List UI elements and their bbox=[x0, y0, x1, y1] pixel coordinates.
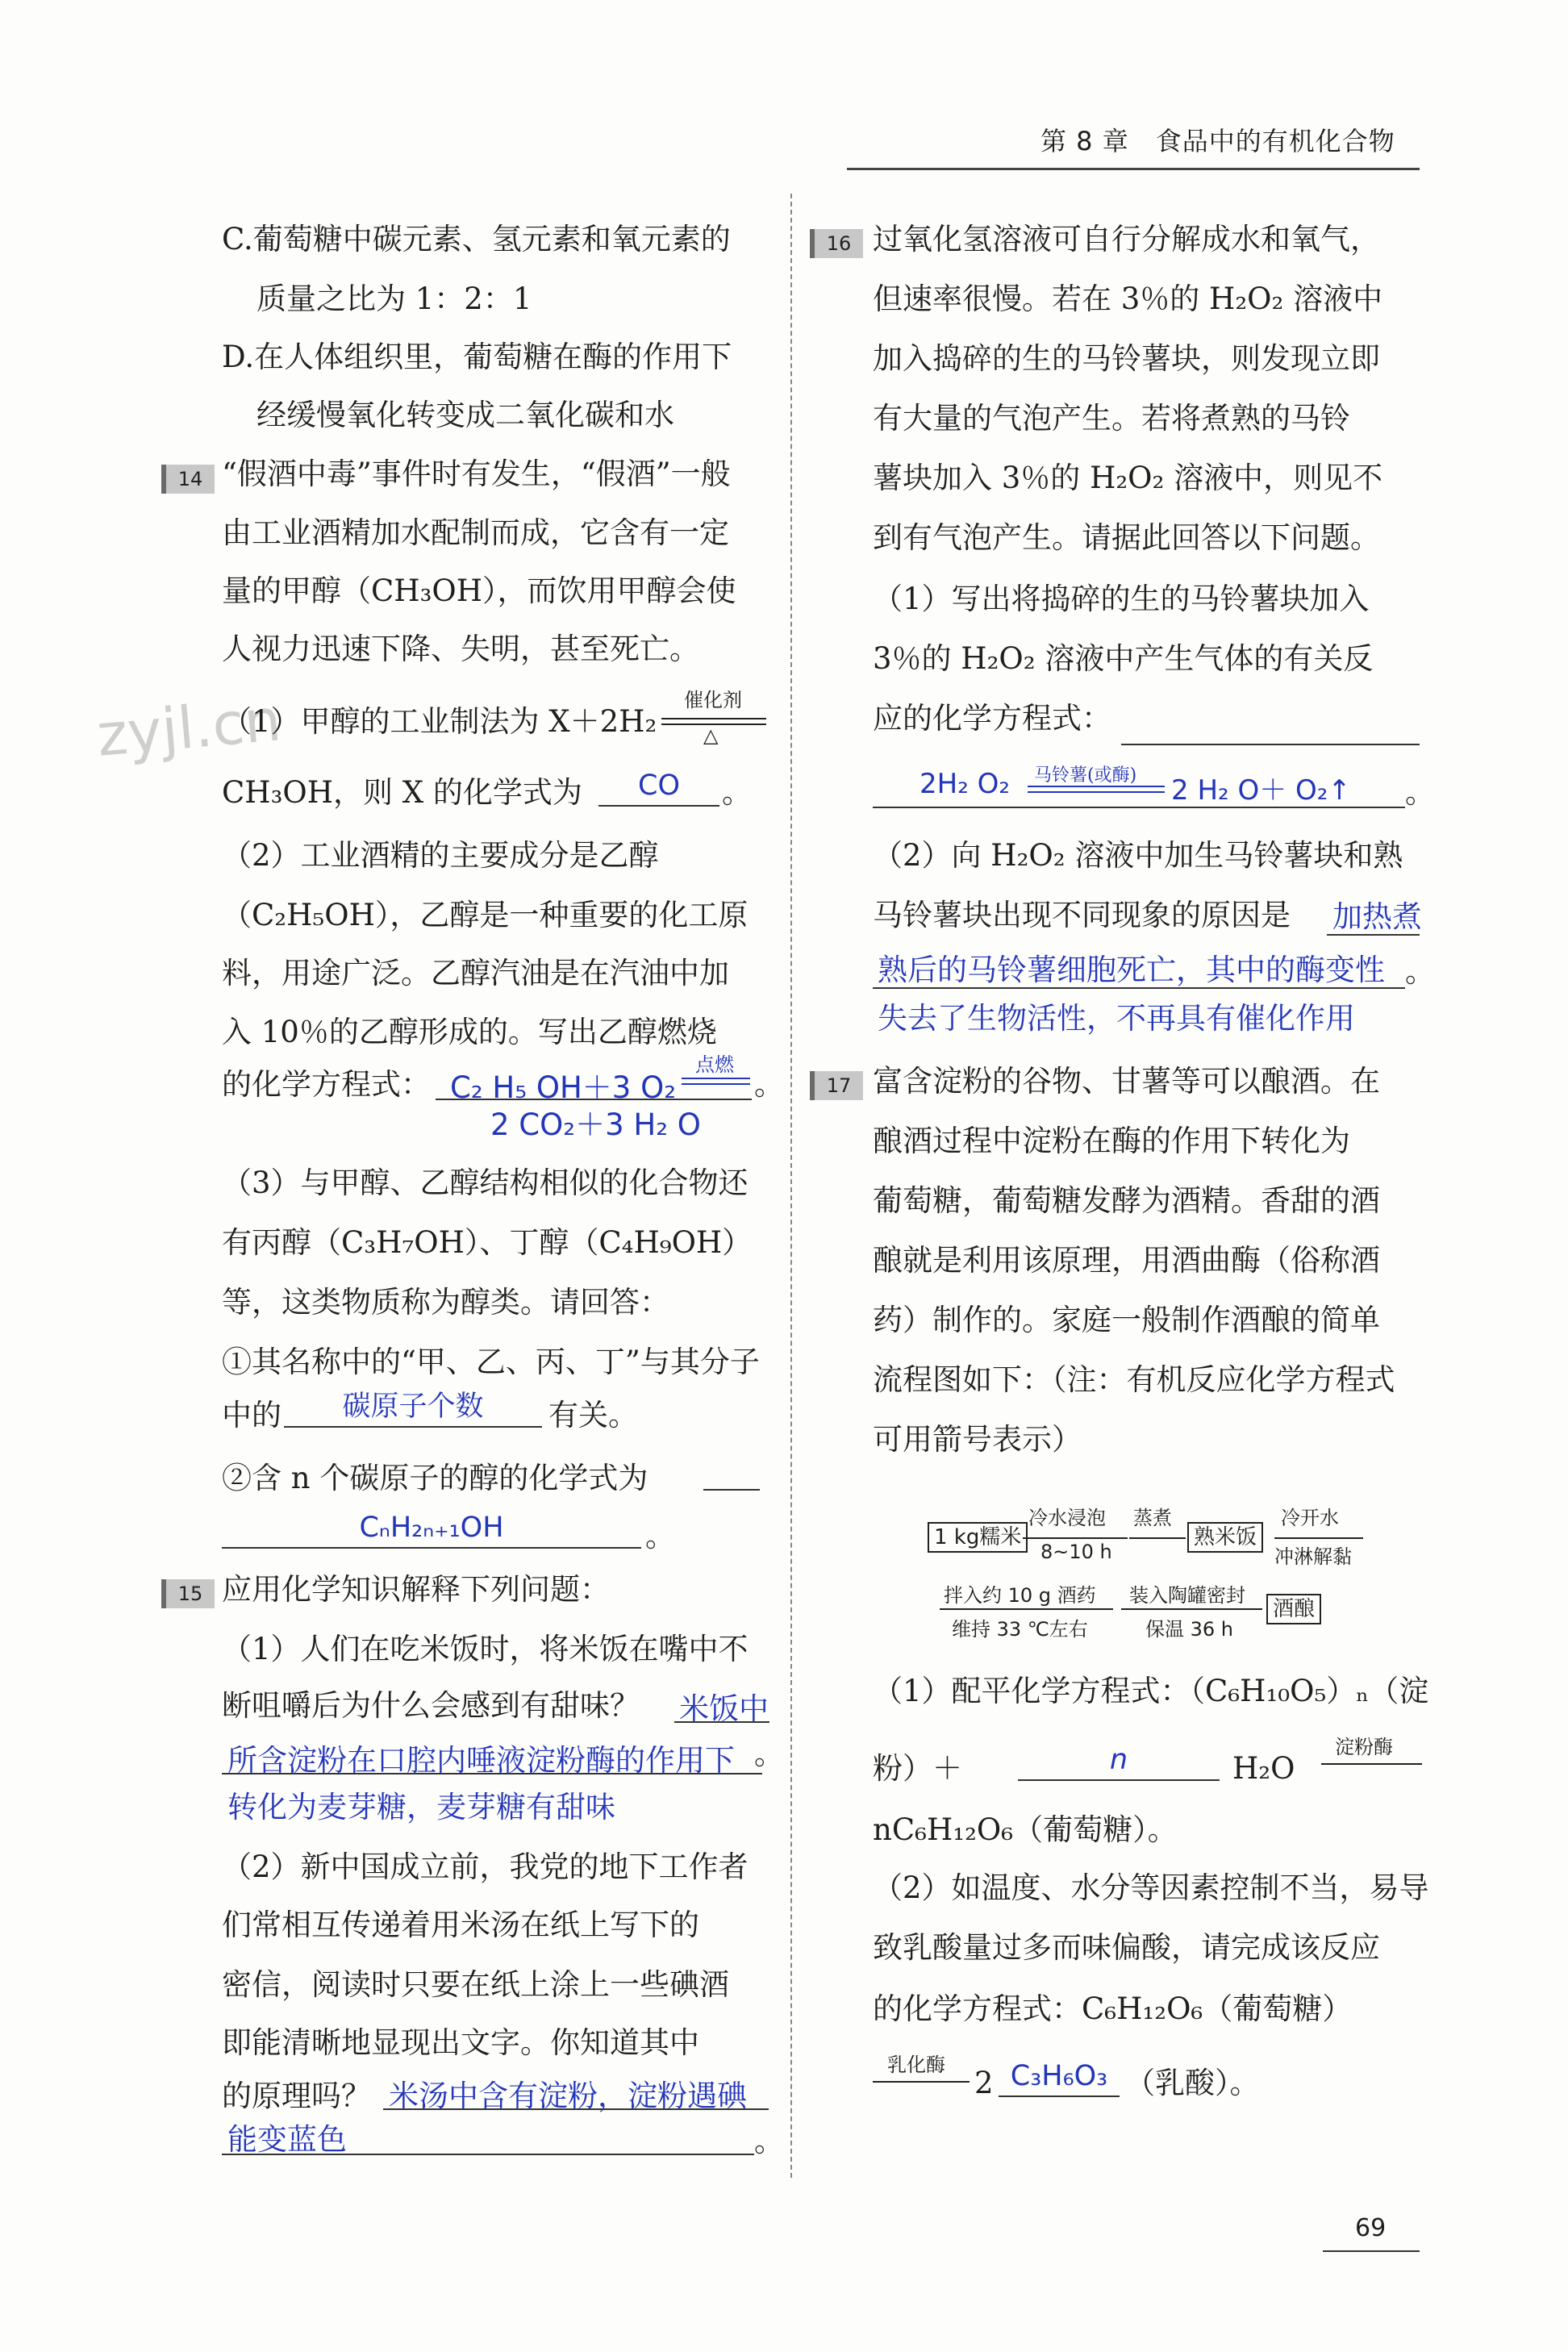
question-15-number: 15 bbox=[161, 1579, 215, 1608]
q17-2-coefficient: 2 bbox=[974, 2066, 994, 2100]
q14-3-line2: 有丙醇（C₃H₇OH）、丁醇（C₄H₉OH） bbox=[222, 1225, 753, 1260]
q14-2-condition: 点燃 bbox=[695, 1053, 734, 1076]
q14-3-line3: 等，这类物质称为醇类。请回答： bbox=[222, 1285, 669, 1320]
option-c-line2: 质量之比为 1：2：1 bbox=[256, 281, 532, 316]
q14-3-line5-end: 有关。 bbox=[548, 1398, 638, 1432]
flow-box-cooked-rice: 熟米饭 bbox=[1187, 1522, 1263, 1553]
q14-2-answer-left: C₂ H₅ OH＋3 O₂ bbox=[450, 1070, 677, 1105]
q15-1-blank-line1 bbox=[674, 1721, 769, 1723]
q14-2-line3: 料，用途广泛。乙醇汽油是在汽油中加 bbox=[222, 956, 729, 990]
q16-2-period: 。 bbox=[1405, 954, 1435, 989]
flow-step5-bottom: 保温 36 h bbox=[1145, 1618, 1234, 1641]
flow-step5-top: 装入陶罐密封 bbox=[1129, 1584, 1245, 1607]
q14-3-line5: 中的 bbox=[222, 1398, 281, 1432]
q14-3-line6: ②含 n 个碳原子的醇的化学式为 bbox=[222, 1461, 648, 1495]
q16-1-blank-line1 bbox=[1121, 744, 1420, 745]
q14-line4: 人视力迅速下降、失明，甚至死亡。 bbox=[222, 632, 699, 666]
q17-line1: 富含淀粉的谷物、甘薯等可以酿酒。在 bbox=[873, 1064, 1380, 1099]
q16-line5: 薯块加入 3％的 H₂O₂ 溶液中，则见不 bbox=[873, 461, 1383, 495]
flow-arrow-4 bbox=[940, 1608, 1113, 1610]
q15-2-blank-line2 bbox=[222, 2154, 754, 2155]
q17-2-line4-end: （乳酸）。 bbox=[1125, 2066, 1260, 2100]
q17-1-answer: n bbox=[1018, 1742, 1220, 1781]
flow-step3-bottom: 冲淋解黏 bbox=[1274, 1545, 1352, 1568]
flow-arrow-1 bbox=[1023, 1537, 1128, 1539]
q17-line2: 酿酒过程中淀粉在酶的作用下转化为 bbox=[873, 1124, 1350, 1158]
q14-2-period: 。 bbox=[754, 1067, 784, 1102]
q17-1-arrow bbox=[1321, 1763, 1422, 1765]
q14-1-line2: CH₃OH，则 X 的化学式为 bbox=[222, 775, 582, 810]
q15-2-line4: 即能清晰地显现出文字。你知道其中 bbox=[222, 2025, 699, 2060]
q15-2-line1: （2）新中国成立前，我党的地下工作者 bbox=[222, 1849, 749, 1884]
q14-line1: “假酒中毒”事件时有发生，“假酒”一般 bbox=[222, 457, 731, 491]
question-14-number: 14 bbox=[161, 465, 215, 494]
q14-2-line1: （2）工业酒精的主要成分是乙醇 bbox=[222, 838, 659, 873]
flow-step1-bottom: 8~10 h bbox=[1040, 1541, 1112, 1563]
page-number-rule bbox=[1323, 2250, 1420, 2252]
q14-3-answer-2: CₙH₂ₙ₊₁OH bbox=[222, 1510, 641, 1549]
flow-arrow-3 bbox=[1274, 1537, 1363, 1539]
q17-1-line3: nC₆H₁₂O₆（葡萄糖）。 bbox=[873, 1812, 1178, 1847]
chapter-header: 第 8 章 食品中的有机化合物 bbox=[1040, 126, 1395, 156]
q14-2-line2: （C₂H₅OH），乙醇是一种重要的化工原 bbox=[222, 898, 749, 932]
flow-box-rice-wine: 酒酿 bbox=[1266, 1594, 1321, 1624]
q15-1-answer-line2: 所含淀粉在口腔内唾液淀粉酶的作用下 bbox=[227, 1743, 735, 1778]
q16-1-line1: （1）写出将捣碎的生的马铃薯块加入 bbox=[873, 582, 1370, 616]
flow-arrow-2 bbox=[1129, 1537, 1186, 1539]
q17-line7: 可用箭号表示） bbox=[873, 1422, 1082, 1457]
q17-line5: 药）制作的。家庭一般制作酒酿的简单 bbox=[873, 1303, 1380, 1337]
q14-1-line1: （1）甲醇的工业制法为 X＋2H₂ bbox=[222, 704, 657, 739]
q17-line4: 酿就是利用该原理，用酒曲酶（俗称酒 bbox=[873, 1243, 1380, 1278]
q14-2-equals-sign bbox=[682, 1078, 750, 1085]
q14-line2: 由工业酒精加水配制而成，它含有一定 bbox=[222, 515, 729, 550]
flow-step2-top: 蒸煮 bbox=[1133, 1507, 1172, 1529]
q17-2-line3: 的化学方程式：C₆H₁₂O₆（葡萄糖） bbox=[873, 1991, 1353, 2026]
q16-1-period: 。 bbox=[1405, 775, 1435, 810]
q17-1-line2: 粉）＋ bbox=[873, 1751, 962, 1786]
q15-1-blank-line2 bbox=[222, 1773, 762, 1774]
q14-line3: 量的甲醇（CH₃OH），而饮用甲醇会使 bbox=[222, 573, 736, 608]
question-17-number: 17 bbox=[810, 1071, 863, 1100]
q14-3-line4: ①其名称中的“甲、乙、丙、丁”与其分子 bbox=[222, 1345, 760, 1379]
q17-line6: 流程图如下：（注：有机反应化学方程式 bbox=[873, 1362, 1395, 1397]
q14-3-period: 。 bbox=[645, 1519, 675, 1553]
q15-1-answer-line3: 转化为麦芽糖，麦芽糖有甜味 bbox=[227, 1790, 615, 1824]
watermark: zyjl.cn bbox=[94, 686, 284, 769]
q15-2-blank-line1 bbox=[383, 2108, 769, 2110]
header-rule bbox=[847, 168, 1420, 170]
flow-step3-top: 冷开水 bbox=[1281, 1507, 1339, 1529]
page-number: 69 bbox=[1355, 2214, 1387, 2242]
column-divider bbox=[790, 194, 792, 2178]
q16-1-blank-line2 bbox=[873, 807, 1405, 808]
q17-2-arrow bbox=[873, 2081, 970, 2083]
q16-line1: 过氧化氢溶液可自行分解成水和氧气， bbox=[873, 222, 1380, 256]
q16-line3: 加入捣碎的生的马铃薯块，则发现立即 bbox=[873, 341, 1380, 376]
q16-2-answer-line1: 加热煮 bbox=[1332, 899, 1422, 934]
option-d-line2: 经缓慢氧化转变成二氧化碳和水 bbox=[256, 398, 674, 432]
q14-1-condition-top: 催化剂 bbox=[684, 689, 742, 711]
q16-1-line3: 应的化学方程式： bbox=[873, 701, 1111, 736]
flow-step4-bottom: 维持 33 ℃左右 bbox=[952, 1618, 1088, 1641]
q16-2-line2: 马铃薯块出现不同现象的原因是 bbox=[873, 898, 1291, 932]
q17-2-answer: C₃H₆O₃ bbox=[999, 2058, 1120, 2097]
q16-line2: 但速率很慢。若在 3％的 H₂O₂ 溶液中 bbox=[873, 281, 1383, 316]
q15-1-line2: 断咀嚼后为什么会感到有甜味？ bbox=[222, 1688, 640, 1723]
q17-2-condition: 乳化酶 bbox=[887, 2054, 945, 2076]
q14-1-answer: CO bbox=[598, 768, 719, 807]
q16-2-blank-line2 bbox=[873, 987, 1405, 989]
option-d-line1: D.在人体组织里，葡萄糖在酶的作用下 bbox=[222, 340, 732, 374]
q14-2-line5: 的化学方程式： bbox=[222, 1067, 431, 1102]
q14-3-blank-start bbox=[703, 1489, 760, 1491]
q16-1-answer-left: 2H₂ O₂ bbox=[920, 768, 1011, 800]
q16-1-condition: 马铃薯(或酶) bbox=[1034, 765, 1137, 786]
q15-2-line3: 密信，阅读时只要在纸上涂上一些碘酒 bbox=[222, 1967, 729, 2002]
q16-line6: 到有气泡产生。请据此回答以下问题。 bbox=[873, 520, 1380, 555]
q15-2-answer-line2: 能变蓝色 bbox=[227, 2122, 347, 2157]
q16-2-blank-line1 bbox=[1327, 934, 1420, 936]
q15-line1: 应用化学知识解释下列问题： bbox=[222, 1572, 610, 1607]
q14-1-period: 。 bbox=[722, 775, 752, 810]
q17-2-line2: 致乳酸量过多而味偏酸，请完成该反应 bbox=[873, 1930, 1380, 1965]
q17-2-line1: （2）如温度、水分等因素控制不当，易导 bbox=[873, 1870, 1429, 1905]
q17-1-water: H₂O bbox=[1232, 1751, 1295, 1786]
q16-2-answer-line2: 熟后的马铃薯细胞死亡，其中的酶变性 bbox=[878, 953, 1385, 987]
q15-2-answer-line1: 米汤中含有淀粉，淀粉遇碘 bbox=[389, 2079, 747, 2113]
q16-line4: 有大量的气泡产生。若将煮熟的马铃 bbox=[873, 401, 1350, 436]
q16-1-equals-sign bbox=[1028, 786, 1165, 793]
option-c-line1: C.葡萄糖中碳元素、氢元素和氧元素的 bbox=[222, 222, 731, 256]
q16-1-answer-right: 2 H₂ O＋ O₂↑ bbox=[1171, 774, 1351, 807]
q14-3-line1: （3）与甲醇、乙醇结构相似的化合物还 bbox=[222, 1166, 749, 1200]
q14-2-line4: 入 10％的乙醇形成的。写出乙醇燃烧 bbox=[222, 1015, 717, 1049]
q17-1-condition: 淀粉酶 bbox=[1335, 1736, 1393, 1758]
flow-step1-top: 冷水浸泡 bbox=[1028, 1507, 1106, 1529]
q14-3-answer-1: 碳原子个数 bbox=[284, 1389, 542, 1428]
flow-arrow-5 bbox=[1121, 1608, 1262, 1610]
flow-box-rice: 1 kg糯米 bbox=[928, 1522, 1028, 1553]
q15-1-line1: （1）人们在吃米饭时，将米饭在嘴中不 bbox=[222, 1632, 749, 1666]
q15-2-line2: 们常相互传递着用米汤在纸上写下的 bbox=[222, 1908, 699, 1942]
q17-line3: 葡萄糖，葡萄糖发酵为酒精。香甜的酒 bbox=[873, 1183, 1380, 1218]
q14-2-answer-right: 2 CO₂＋3 H₂ O bbox=[490, 1107, 701, 1142]
q17-1-line1: （1）配平化学方程式：（C₆H₁₀O₅）ₙ（淀 bbox=[873, 1674, 1429, 1708]
q16-2-answer-line3: 失去了生物活性，不再具有催化作用 bbox=[878, 1001, 1355, 1036]
question-16-number: 16 bbox=[810, 229, 863, 258]
q16-2-line1: （2）向 H₂O₂ 溶液中加生马铃薯块和熟 bbox=[873, 838, 1403, 873]
flow-step4-top: 拌入约 10 g 酒药 bbox=[944, 1584, 1096, 1607]
q16-1-line2: 3％的 H₂O₂ 溶液中产生气体的有关反 bbox=[873, 641, 1374, 676]
q14-1-condition-bottom: △ bbox=[703, 724, 719, 747]
q15-1-period: 。 bbox=[754, 1737, 784, 1771]
q15-2-line5: 的原理吗？ bbox=[222, 2079, 371, 2113]
q15-2-period: 。 bbox=[754, 2124, 784, 2158]
q15-1-answer-line1: 米饭中 bbox=[679, 1691, 769, 1726]
